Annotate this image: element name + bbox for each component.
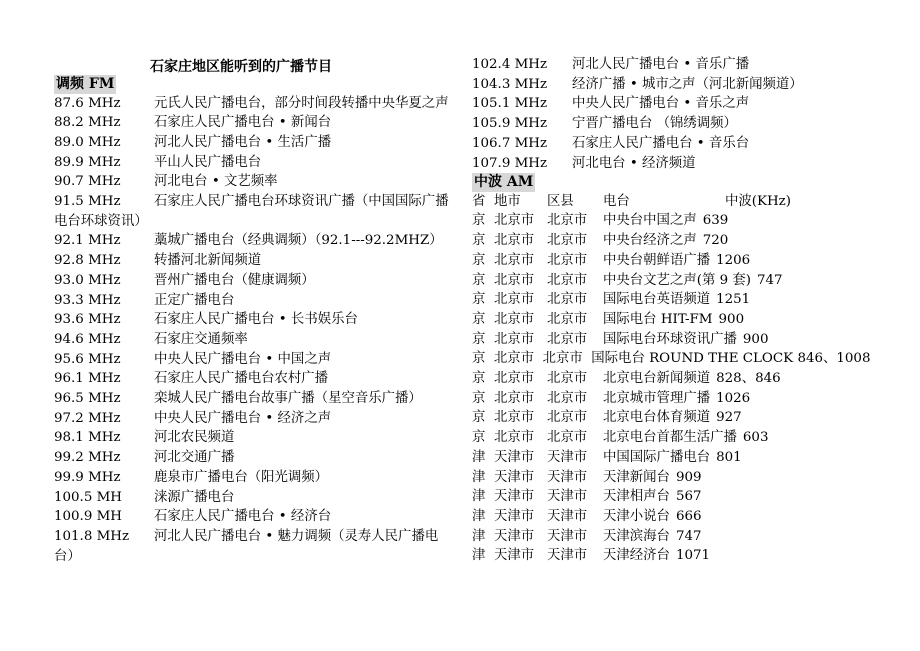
am-row [472, 507, 892, 527]
fm-row [54, 172, 456, 192]
am-city: 北京市 [494, 410, 535, 426]
fm-row [54, 468, 456, 488]
am-province: 津 [472, 449, 486, 465]
fm-row [472, 114, 892, 134]
fm-row [54, 488, 456, 508]
fm-frequency: 107.9 MHz [472, 155, 548, 171]
fm-station: 石家庄人民广播电台 • 音乐台 [572, 135, 750, 151]
am-khz: 927 [716, 410, 742, 426]
am-city: 北京市 [494, 233, 535, 249]
fm-frequency: 105.9 MHz [472, 116, 548, 132]
am-khz: 567 [675, 489, 702, 505]
am-station: 中央台朝鲜语广播 [603, 252, 711, 268]
fm-heading: 调频 FM [56, 76, 115, 92]
am-khz: 828、846 [716, 371, 781, 387]
am-county: 北京市 [547, 213, 588, 229]
am-county: 北京市 [547, 252, 588, 268]
fm-row [54, 448, 456, 468]
fm-right-list [472, 55, 892, 173]
fm-frequency: 92.8 MHz [54, 253, 121, 269]
fm-station: 经济广播 • 城市之声（河北新闻频道） [572, 76, 803, 92]
fm-row [54, 527, 456, 566]
am-county: 北京市 [547, 272, 588, 288]
am-city: 天津市 [494, 528, 535, 544]
fm-frequency: 93.0 MHz [54, 272, 121, 288]
fm-row [472, 75, 892, 95]
fm-frequency: 88.2 MHz [54, 115, 121, 131]
fm-row [54, 350, 456, 370]
am-province: 京 [472, 311, 486, 327]
fm-row [54, 310, 456, 330]
fm-frequency: 99.9 MHz [54, 469, 121, 485]
am-province: 京 [472, 292, 486, 308]
am-province: 京 [472, 430, 486, 446]
am-province: 京 [472, 331, 486, 347]
am-city: 天津市 [494, 508, 535, 524]
am-city: 北京市 [493, 351, 535, 367]
fm-frequency: 93.6 MHz [54, 312, 121, 328]
am-city: 北京市 [494, 390, 535, 406]
fm-frequency: 99.2 MHz [54, 450, 121, 466]
am-city: 北京市 [494, 252, 535, 268]
fm-station: 中央人民广播电台 • 经济之声 [154, 410, 332, 426]
fm-station: 河北农民频道 [154, 430, 235, 446]
fm-station: 河北交通广播 [154, 450, 235, 466]
am-khz: 666 [675, 508, 702, 524]
fm-station: 石家庄人民广播电台 • 新闻台 [154, 115, 332, 131]
am-khz: 801 [716, 449, 742, 465]
fm-station: 正定广播电台 [154, 292, 235, 308]
fm-station: 元氏人民广播电台，部分时间段转播中央华夏之声 [154, 95, 449, 111]
am-khz: 900 [742, 331, 769, 347]
fm-frequency: 92.1 MHz [54, 233, 121, 249]
fm-row [54, 94, 456, 114]
am-city: 天津市 [494, 489, 535, 505]
am-row [472, 448, 892, 468]
am-khz: 747 [675, 528, 702, 544]
fm-station: 涞源广播电台 [154, 489, 235, 505]
am-city: 天津市 [494, 449, 535, 465]
am-province: 京 [472, 233, 486, 249]
am-province: 京 [472, 390, 486, 406]
fm-frequency: 101.8 MHz [54, 528, 130, 544]
am-khz: 1026 [716, 390, 751, 406]
fm-row [54, 271, 456, 291]
fm-frequency: 96.1 MHz [54, 371, 121, 387]
am-khz: 747 [757, 272, 783, 288]
left-column [54, 75, 456, 566]
am-table-header [472, 192, 892, 212]
am-city: 北京市 [494, 272, 535, 288]
am-county: 天津市 [547, 449, 588, 465]
fm-row [54, 113, 456, 133]
fm-frequency: 102.4 MHz [472, 57, 548, 72]
am-khz: 846、1008 [797, 351, 871, 367]
fm-station: 平山人民广播电台 [154, 154, 262, 170]
fm-left-list [54, 94, 456, 567]
fm-station: 石家庄人民广播电台 • 长书娱乐台 [154, 312, 358, 328]
am-city: 北京市 [494, 292, 535, 308]
fm-station: 鹿泉市广播电台（阳光调频） [154, 469, 329, 485]
page-title: 石家庄地区能听到的广播节目 [150, 59, 332, 75]
am-station: 天津滨海台 [603, 528, 670, 544]
am-station: 中央台经济之声 [603, 233, 697, 249]
am-row [472, 211, 892, 231]
am-row [472, 271, 892, 291]
am-province: 津 [472, 528, 486, 544]
fm-row [54, 133, 456, 153]
fm-station: 石家庄人民广播电台环球资讯广播（中国国际广播电台环球资讯） [54, 194, 449, 229]
fm-row [54, 507, 456, 527]
am-county: 北京市 [547, 371, 588, 387]
am-khz: 603 [742, 430, 769, 446]
am-city: 天津市 [494, 548, 535, 564]
am-khz: 1251 [716, 292, 751, 308]
fm-row [54, 409, 456, 429]
am-station: 北京城市管理广播 [603, 390, 711, 406]
am-row [472, 428, 892, 448]
am-province: 津 [472, 548, 486, 564]
am-khz: 1071 [675, 548, 711, 564]
am-row [472, 231, 892, 251]
fm-station: 河北电台 • 经济频道 [572, 155, 696, 171]
fm-station: 晋州广播电台（健康调频） [154, 272, 315, 288]
am-khz: 900 [718, 311, 745, 327]
am-province: 京 [472, 252, 486, 268]
fm-station: 石家庄人民广播电台农村广播 [154, 371, 329, 387]
am-city: 北京市 [494, 371, 535, 387]
am-khz: 720 [702, 233, 729, 249]
fm-frequency: 106.7 MHz [472, 135, 548, 151]
fm-frequency: 91.5 MHz [54, 194, 121, 210]
fm-station: 河北电台 • 文艺频率 [154, 174, 278, 190]
am-station: 北京电台首都生活广播 [603, 430, 737, 446]
fm-row [54, 330, 456, 350]
fm-frequency: 94.6 MHz [54, 331, 121, 347]
fm-frequency: 97.2 MHz [54, 410, 121, 426]
am-station: 国际电台 ROUND THE CLOCK [591, 351, 794, 367]
am-station: 天津相声台 [603, 489, 670, 505]
am-heading: 中波 AM [474, 174, 534, 191]
am-county: 北京市 [547, 292, 588, 308]
fm-frequency: 90.7 MHz [54, 174, 121, 190]
fm-station: 转播河北新闻频道 [154, 253, 262, 269]
fm-station: 石家庄交通频率 [154, 331, 248, 347]
am-station: 中央台文艺之声(第 9 套) [603, 272, 751, 288]
fm-row [54, 389, 456, 409]
am-city: 天津市 [494, 469, 535, 485]
am-county: 北京市 [547, 311, 588, 327]
am-station: 中国国际广播电台 [603, 449, 711, 465]
fm-frequency: 89.9 MHz [54, 154, 121, 170]
fm-row [472, 154, 892, 174]
fm-frequency: 87.6 MHz [54, 95, 121, 111]
fm-station: 河北人民广播电台 • 魅力调频（灵寿人民广播电台） [54, 528, 439, 564]
fm-row [54, 153, 456, 173]
am-station: 中央台中国之声 [603, 213, 697, 229]
col-header-province: 省 [472, 193, 486, 209]
am-county: 天津市 [547, 508, 588, 524]
am-county: 天津市 [547, 528, 588, 544]
am-province: 京 [472, 272, 486, 288]
fm-row [54, 231, 456, 251]
am-county: 天津市 [547, 489, 588, 505]
am-city: 北京市 [494, 311, 535, 327]
am-province: 京 [472, 351, 486, 367]
am-row [472, 408, 892, 428]
am-row [472, 468, 892, 488]
fm-frequency: 96.5 MHz [54, 391, 121, 407]
fm-station: 栾城人民广播电台故事广播（星空音乐广播） [154, 391, 422, 407]
am-row [472, 251, 892, 271]
am-county: 北京市 [542, 351, 583, 367]
fm-station: 藁城广播电台（经典调频）（92.1---92.2MHZ） [154, 233, 443, 249]
am-county: 天津市 [547, 548, 588, 564]
fm-station: 宁晋广播电台 （锦绣调频） [572, 116, 737, 132]
fm-station: 河北人民广播电台 • 音乐广播 [572, 57, 750, 72]
am-khz: 639 [702, 213, 729, 229]
fm-station: 中央人民广播电台 • 中国之声 [154, 351, 332, 367]
am-county: 北京市 [547, 331, 588, 347]
fm-row [472, 55, 892, 75]
am-station: 国际电台 HIT-FM [603, 311, 713, 327]
am-station: 天津小说台 [603, 508, 670, 524]
am-province: 津 [472, 508, 486, 524]
fm-row [54, 291, 456, 311]
right-column [472, 55, 892, 566]
fm-frequency: 105.1 MHz [472, 96, 548, 112]
am-khz: 1206 [716, 252, 751, 268]
am-county: 北京市 [547, 233, 588, 249]
am-khz: 909 [675, 469, 702, 485]
fm-station: 中央人民广播电台 • 音乐之声 [572, 96, 750, 112]
col-header-station: 电台 [603, 193, 630, 209]
am-county: 北京市 [547, 390, 588, 406]
am-county: 北京市 [547, 410, 588, 426]
am-province: 京 [472, 213, 486, 229]
fm-frequency: 89.0 MHz [54, 134, 121, 150]
am-row [472, 290, 892, 310]
fm-frequency: 104.3 MHz [472, 76, 548, 92]
am-row [472, 546, 892, 566]
am-station: 北京电台体育频道 [603, 410, 711, 426]
am-station: 天津经济台 [603, 548, 670, 564]
am-province: 津 [472, 489, 486, 505]
am-station: 北京电台新闻频道 [603, 371, 711, 387]
fm-station: 石家庄人民广播电台 • 经济台 [154, 509, 332, 525]
fm-frequency: 100.5 MH [54, 489, 122, 505]
fm-frequency: 95.6 MHz [54, 351, 121, 367]
am-province: 京 [472, 410, 486, 426]
fm-frequency: 98.1 MHz [54, 430, 121, 446]
am-row [472, 349, 892, 369]
am-county: 天津市 [547, 469, 588, 485]
col-header-city: 地市 [494, 193, 521, 209]
fm-frequency: 93.3 MHz [54, 292, 121, 308]
am-province: 津 [472, 469, 486, 485]
col-header-khz: 中波(KHz) [725, 193, 791, 209]
fm-row [54, 251, 456, 271]
fm-row [472, 134, 892, 154]
am-row [472, 310, 892, 330]
am-row [472, 487, 892, 507]
am-city: 北京市 [494, 213, 535, 229]
fm-row [472, 94, 892, 114]
col-header-county: 区县 [547, 193, 574, 209]
fm-row [54, 369, 456, 389]
am-province: 京 [472, 371, 486, 387]
am-county: 北京市 [547, 430, 588, 446]
am-row [472, 369, 892, 389]
am-station: 国际电台英语频道 [603, 292, 711, 308]
fm-row [54, 428, 456, 448]
fm-station: 河北人民广播电台 • 生活广播 [154, 134, 332, 150]
fm-row [54, 192, 456, 231]
am-row [472, 330, 892, 350]
am-row [472, 389, 892, 409]
fm-frequency: 100.9 MH [54, 509, 122, 525]
am-list [472, 211, 892, 566]
am-station: 国际电台环球资讯广播 [603, 331, 737, 347]
am-row [472, 527, 892, 547]
am-station: 天津新闻台 [603, 469, 670, 485]
am-city: 北京市 [494, 430, 535, 446]
am-city: 北京市 [494, 331, 535, 347]
